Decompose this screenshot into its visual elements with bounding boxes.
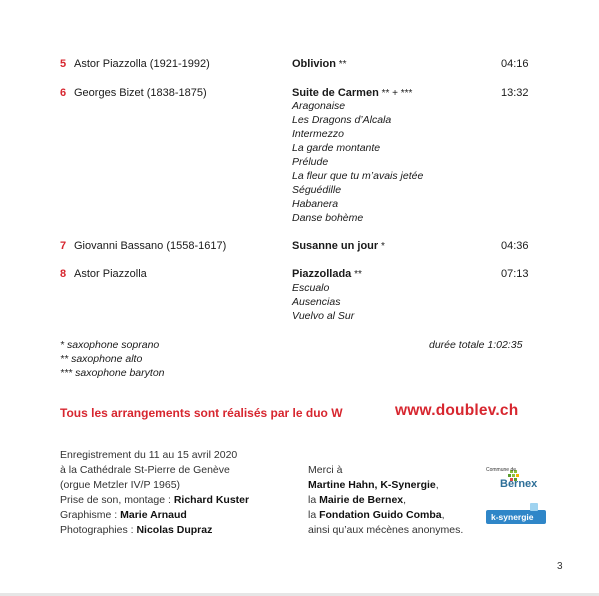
track-number: 7: [60, 240, 67, 252]
movement: Prélude: [292, 156, 329, 168]
track-duration: 04:16: [501, 58, 529, 70]
movement: Séguédille: [292, 184, 342, 196]
track-composer: Astor Piazzolla: [74, 268, 147, 280]
movement: Habanera: [292, 198, 339, 210]
track-work: Susanne un jour *: [292, 240, 385, 252]
track-composer: Giovanni Bassano (1558-1617): [74, 240, 227, 252]
track-work: Suite de Carmen ** + ***: [292, 87, 413, 99]
movement: Aragonaise: [292, 100, 346, 112]
movement: La fleur que tu m’avais jetée: [292, 170, 424, 182]
arrangements-note: Tous les arrangements sont réalisés par le duo W: [60, 406, 343, 420]
track-duration: 07:13: [501, 268, 529, 280]
movement: La garde montante: [292, 142, 381, 154]
thanks-line: la Mairie de Bernex,: [308, 494, 407, 506]
credits-block: [60, 448, 249, 538]
movement: Escualo: [292, 282, 330, 294]
graphics-credit: Graphisme : Marie Arnaud: [60, 509, 187, 521]
movement: Les Dragons d’Alcala: [292, 114, 392, 126]
track-duration: 04:36: [501, 240, 529, 252]
footnote: *** saxophone baryton: [60, 367, 165, 379]
page-number: 3: [557, 561, 563, 572]
track-work: Piazzollada **: [292, 268, 362, 280]
ksynergie-logo-text: k-synergie: [491, 512, 534, 522]
movement: Ausencias: [292, 296, 341, 308]
track-number: 8: [60, 268, 67, 280]
track-duration: 13:32: [501, 87, 529, 99]
bernex-logo-caption: Commune de: [486, 467, 517, 473]
ksynergie-logo: [486, 502, 548, 532]
track-composer: Astor Piazzolla (1921-1992): [74, 58, 210, 70]
movement: Danse bohème: [292, 212, 364, 224]
footnote: ** saxophone alto: [60, 353, 143, 365]
recording-venue: à la Cathédrale St-Pierre de Genève: [60, 464, 230, 476]
track-number: 6: [60, 87, 67, 99]
bernex-logo: [486, 469, 544, 493]
photo-credit: Photographies : Nicolas Dupraz: [60, 524, 213, 536]
website-link[interactable]: www.doublev.ch: [395, 402, 519, 419]
movement: Vuelvo al Sur: [292, 310, 355, 322]
thanks-line: Martine Hahn, K-Synergie,: [308, 479, 439, 491]
thanks-line: la Fondation Guido Comba,: [308, 509, 445, 521]
thanks-line: ainsi qu’aux mécènes anonymes.: [308, 524, 464, 536]
movement: Intermezzo: [292, 128, 344, 140]
track-composer: Georges Bizet (1838-1875): [74, 87, 207, 99]
bernex-logo-text: Bernex: [500, 478, 538, 490]
recording-organ: (orgue Metzler IV/P 1965): [60, 479, 181, 491]
footnote: * saxophone soprano: [60, 339, 160, 351]
recording-dates: Enregistrement du 11 au 15 avril 2020: [60, 449, 238, 461]
sound-credit: Prise de son, montage : Richard Kuster: [60, 494, 250, 506]
ksynergie-square-icon: [530, 503, 538, 511]
track-work: Oblivion **: [292, 58, 347, 70]
thanks-block: [308, 463, 463, 538]
track-number: 5: [60, 58, 67, 70]
thanks-intro: Merci à: [308, 464, 343, 476]
total-duration: durée totale 1:02:35: [429, 339, 523, 351]
